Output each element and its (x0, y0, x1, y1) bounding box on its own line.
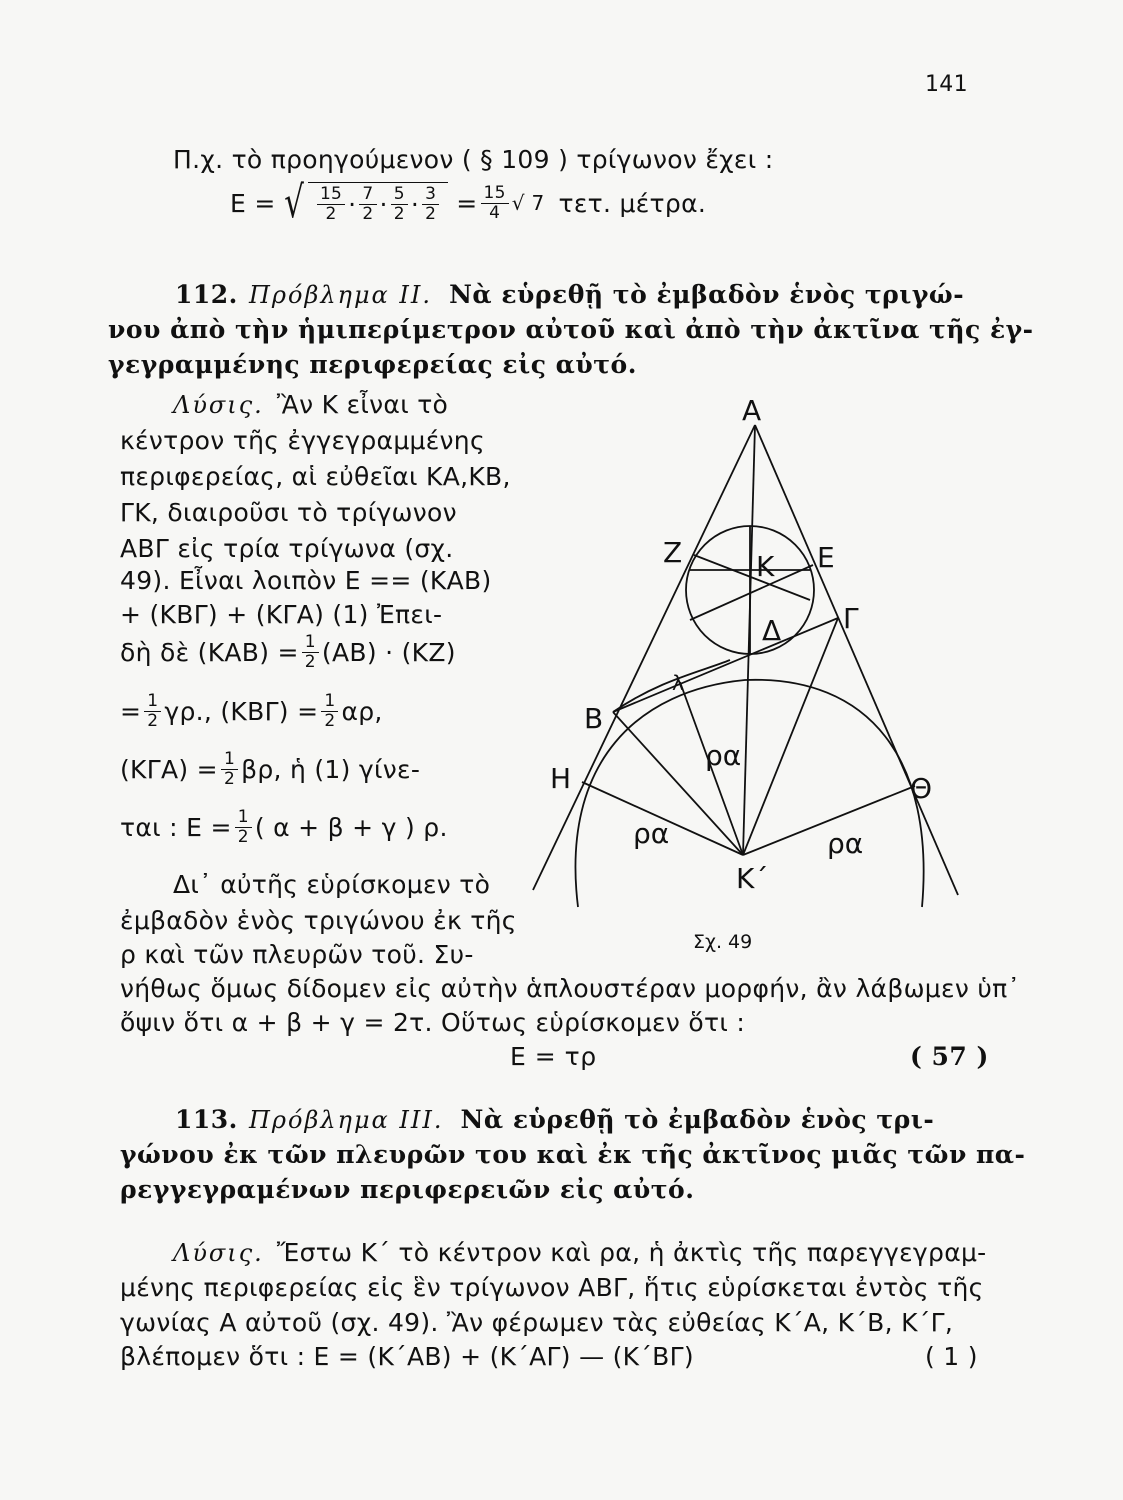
solution-113-line: μένης περιφερείας εἰς ἓν τρίγωνον ΑΒΓ, ἥτις εὑρίσκεται ἐντὸς τῆς (120, 1273, 984, 1302)
fraction-half: $\frac{1}{2}$ (235, 808, 252, 847)
full-line: νήθως ὅμως δίδομεν εἰς αὐτὴν ἁπλουστέραν μορφήν, ἂν λάβωμεν ὑπ᾽ (120, 974, 1021, 1003)
after-line: ρ καὶ τῶν πλευρῶν τοῦ. Συ- (120, 940, 474, 969)
solution-112-line: κέντρον τῆς ἐγγεγραμμένης (120, 426, 485, 455)
problem-112-line-3: γεγραμμένης περιφερείας εἰς αὐτό. (108, 350, 637, 379)
equation-kab: δὴ δὲ (ΚΑΒ) = $\frac{1}{2}$ (ΑΒ) · (ΚΖ) (120, 632, 456, 672)
fraction: $\frac{7}{2}$ (359, 185, 376, 224)
label-k-prime: Κ΄ (736, 862, 769, 895)
label-rho-a: ρα (827, 827, 864, 860)
figure-caption: Σχ. 49 (693, 931, 753, 953)
equation-kga: (ΚΓΑ) = $\frac{1}{2}$ βρ, ἡ (1) γίνε- (120, 749, 421, 789)
label-z: Ζ (663, 536, 683, 569)
figure-49 (520, 380, 990, 960)
full-line: ὄψιν ὅτι α + β + γ = 2τ. Οὕτως εὑρίσκομεν ὅτι : (120, 1008, 746, 1037)
label-d: Δ (762, 614, 782, 647)
problem-113-line-2: γώνου ἐκ τῶν πλευρῶν του καὶ ἐκ τῆς ἀκτῖνος μιᾶς τῶν πα- (120, 1140, 1026, 1169)
problem-112-heading: 112. Πρόβλημα II. Νὰ εὑρεθῇ τὸ ἐμβαδὸν ἑνὸς τριγώ- (175, 280, 965, 309)
fraction-half: $\frac{1}{2}$ (144, 692, 161, 731)
problem-112-line-2: νου ἀπὸ τὴν ἡμιπερίμετρον αὐτοῦ καὶ ἀπὸ τὴν ἀκτῖνα τῆς ἐγ- (108, 315, 1034, 344)
solution-113-first: Λύσις. Ἔστω Κ΄ τὸ κέντρον καὶ ρα, ἡ ἀκτὶς τῆς παρεγγεγραμ- (173, 1238, 987, 1267)
label-h: Η (550, 762, 572, 795)
solution-112-line: 49). Εἶναι λοιπὸν Ε == (ΚΑΒ) (120, 566, 492, 595)
formula-number-1: ( 1 ) (925, 1342, 978, 1371)
fraction: $\frac{3}{2}$ (422, 185, 439, 224)
example-intro: Π.χ. τὸ προηγούμενον ( § 109 ) τρίγωνον ἔχει : (173, 145, 774, 174)
fraction-half: $\frac{1}{2}$ (302, 633, 319, 672)
equation-kbg: = $\frac{1}{2}$ γρ., (ΚΒΓ) = $\frac{1}{2}$ αρ, (120, 691, 383, 731)
solution-112-first: Λύσις. Ἂν Κ εἶναι τὸ (173, 390, 449, 419)
label-e: Ε (817, 541, 835, 574)
label-lambda: λ (672, 671, 684, 695)
fraction: $\frac{15}{4}$ (481, 184, 509, 223)
problem-113-line-3: ρεγγεγραμένων περιφερειῶν εἰς αὐτό. (120, 1175, 695, 1204)
solution-112-line: ΓΚ, διαιροῦσι τὸ τρίγωνον (120, 498, 457, 527)
sqrt-sign: √ (283, 177, 304, 228)
formula-number-57: ( 57 ) (910, 1042, 989, 1071)
heron-formula: Ε = √ $\frac{15}{2}$ · $\frac{7}{2}$ · $\frac{5}{2}$ · $\frac{3}{2}$ = $\frac{15}{4}$ √ 7 τετ. μέτρα. (230, 177, 707, 228)
solution-112-line: ΑΒΓ εἰς τρία τρίγωνα (σχ. (120, 534, 454, 563)
side-ag (755, 425, 958, 895)
problem-113-heading: 113. Πρόβλημα III. Νὰ εὑρεθῇ τὸ ἐμβαδὸν ἑνὸς τρι- (175, 1105, 935, 1134)
line-ak (743, 425, 755, 855)
equation-area: ται : Ε = $\frac{1}{2}$ ( α + β + γ ) ρ. (120, 807, 448, 847)
formula-lhs: Ε = (230, 188, 276, 218)
solution-113-line: βλέπομεν ὅτι : Ε = (Κ΄ΑΒ) + (Κ΄ΑΓ) — (Κ΄ΒΓ) (120, 1342, 694, 1371)
label-g: Γ (843, 602, 859, 635)
label-b: Β (584, 702, 604, 735)
solution-112-line: περιφερείας, αἱ εὐθεῖαι ΚΑ,ΚΒ, (120, 462, 511, 491)
fraction: $\frac{15}{2}$ (317, 185, 345, 224)
label-theta: Θ (910, 772, 933, 805)
side-bg (613, 618, 838, 712)
fraction-half: $\frac{1}{2}$ (221, 750, 238, 789)
label-rho-a: ρα (705, 739, 742, 772)
label-rho-a: ρα (633, 817, 670, 850)
after-line: ἐμβαδὸν ἑνὸς τριγώνου ἐκ τῆς (120, 906, 517, 935)
label-k: Κ (756, 550, 775, 583)
page-number: 141 (925, 72, 968, 97)
after-line: Δι᾽ αὐτῆς εὑρίσκομεν τὸ (173, 870, 491, 899)
solution-113-line: γωνίας Α αὐτοῦ (σχ. 49). Ἂν φέρωμεν τὰς εὐθείας Κ΄Α, Κ΄Β, Κ΄Γ, (120, 1308, 954, 1337)
solution-112-line: + (ΚΒΓ) + (ΚΓΑ) (1) Ἐπει- (120, 600, 443, 629)
label-a: Α (742, 394, 762, 427)
final-formula: Ε = τρ (510, 1042, 597, 1071)
radicand: $\frac{15}{2}$ · $\frac{7}{2}$ · $\frac{5}{2}$ · $\frac{3}{2}$ (308, 182, 448, 224)
fraction-half: $\frac{1}{2}$ (321, 692, 338, 731)
fraction: $\frac{5}{2}$ (391, 185, 408, 224)
